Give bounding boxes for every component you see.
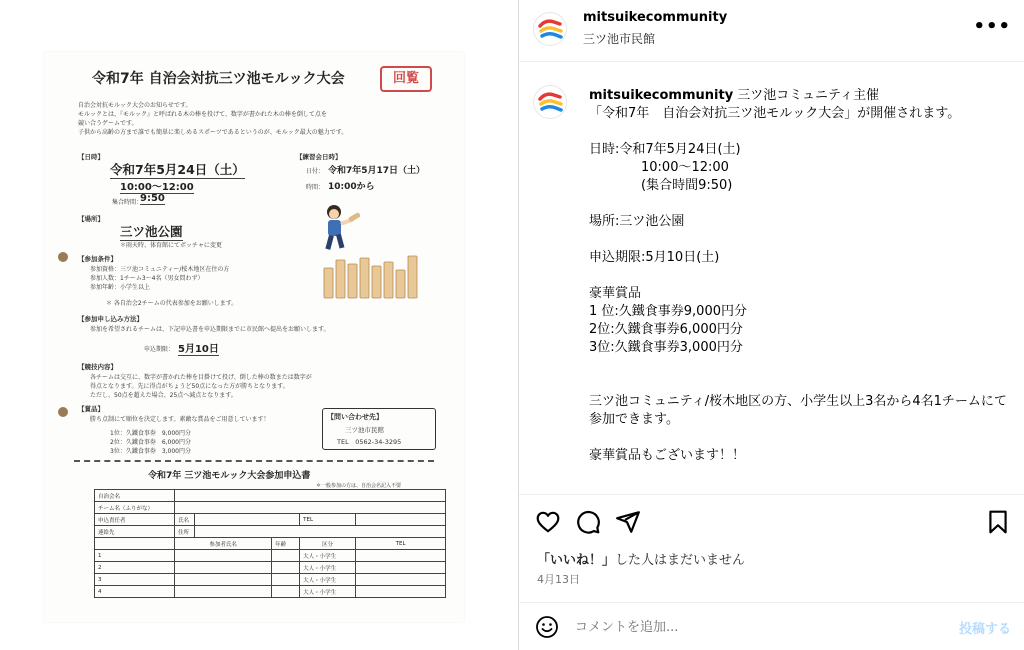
contact-title: 【問い合わせ先】 — [327, 413, 383, 421]
punch-hole — [58, 407, 68, 417]
rules-label: 【競技内容】 — [78, 363, 117, 371]
prize-text: 勝ち点制にて順位を決定します。素敵な賞品をご用意しています！ — [90, 416, 270, 423]
form-row — [95, 490, 446, 502]
form-participant-row: 4 大人・小学生 — [95, 586, 446, 598]
caption-area — [519, 63, 1024, 493]
circulation-stamp: 回覧 — [380, 66, 432, 92]
deadline-value: 5月10日 — [178, 340, 219, 356]
rules-line: 得点となります。先に得点がちょうど50点になった方が勝ちとなります。 — [90, 383, 289, 390]
prize-label: 【賞品】 — [78, 405, 104, 413]
molkky-pins-illustration — [320, 254, 426, 300]
event-date: 令和7年5月24日（土） — [110, 162, 245, 177]
date-label: 【日時】 — [78, 153, 104, 161]
prize-line: 2位：久鐵食事券 6,000円分 — [110, 439, 191, 446]
caption-line: 1 位:久鐵食事券9,000円分 — [589, 304, 747, 319]
caption-line: 10:00～12:00 — [589, 160, 729, 175]
caption-line: 「令和7年 自治会対抗三ツ池モルック大会」が開催されます。 — [589, 106, 961, 121]
form-col-category: 区分 — [300, 538, 356, 550]
gather-time: 9:50 — [140, 193, 165, 204]
bookmark-icon[interactable] — [985, 509, 1011, 535]
condition-line: 参加資格：三ツ池コミュニティー/桜木地区在住の方 — [90, 266, 230, 273]
caption-line — [589, 195, 1017, 213]
condition-note: ＊ 各自治会2チームの代表参加をお願いします。 — [106, 300, 238, 307]
flyer-intro-line: 自治会対抗モルック大会のお知らせです。 — [78, 102, 192, 109]
cut-line — [74, 460, 434, 462]
punch-hole — [58, 252, 68, 262]
caption-line: (集合時間9:50) — [589, 178, 733, 193]
practice-label: 【練習会日時】 — [296, 153, 342, 161]
form-note: ＊一般参加の方は、自治会名記入不要 — [316, 483, 402, 489]
caption-line: 日時:令和7年5月24日(土) — [589, 142, 741, 157]
caption-line: mitsuikecommunity 三ツ池コミュニティ主催 — [589, 88, 880, 103]
form-col-age: 年齢 — [272, 538, 300, 550]
form-row-label: 自治会名 — [95, 490, 175, 502]
caption-line — [589, 123, 1017, 141]
form-tel-label: TEL — [300, 514, 356, 526]
form-row — [95, 526, 446, 538]
flyer-intro-line: 競い合うゲームです。 — [78, 120, 138, 127]
place-label: 【場所】 — [78, 215, 104, 223]
form-row — [95, 502, 446, 514]
form-address-label: 住所 — [175, 526, 195, 538]
event-time: 10:00～12:00 — [120, 178, 194, 194]
practice-time-label: 時間： — [306, 184, 325, 191]
practice-time: 10:00から — [328, 182, 375, 192]
caption-line — [589, 375, 1017, 393]
prize-line: 3位：久鐵食事券 3,000円分 — [110, 448, 191, 455]
conditions-label: 【参加条件】 — [78, 255, 117, 263]
header-location[interactable]: 三ツ池市民館 — [583, 32, 656, 46]
caption-line: 豪華賞品もございます！！ — [589, 448, 746, 463]
post-comment-button[interactable]: 投稿する — [958, 622, 1011, 637]
practice-date: 令和7年5月17日（土） — [328, 166, 426, 176]
form-col-tel: TEL — [356, 538, 446, 550]
contact-tel: TEL 0562-34-3295 — [337, 438, 402, 446]
form-title: 令和7年 三ツ池モルック大会参加申込書 — [148, 471, 311, 481]
caption-username[interactable]: mitsuikecommunity — [589, 88, 734, 103]
prize-line: 1位：久鐵食事券 9,000円分 — [110, 430, 191, 437]
rules-line: ただし、50点を超えた場合、25点へ減点となります。 — [90, 392, 237, 399]
community-logo-icon — [534, 13, 567, 46]
contact-box — [322, 408, 436, 450]
flyer-intro-line: 子供から高齢の方まで誰でも簡単に楽しめるスポーツであるというのが、モルック最大の魅力です。 — [78, 129, 348, 136]
share-icon[interactable] — [615, 509, 641, 535]
caption-scroll-fade — [519, 467, 1024, 493]
caption-line: 場所:三ツ池公園 — [589, 214, 685, 229]
apply-label: 【参加申し込み方法】 — [78, 315, 143, 323]
post-details-pane — [518, 0, 1024, 650]
caption-line: 豪華賞品 — [589, 286, 642, 301]
more-options-icon[interactable]: ••• — [973, 16, 1011, 37]
caption-line: 3位:久鐵食事券3,000円分 — [589, 340, 743, 355]
comment-icon[interactable] — [575, 509, 601, 535]
caption-line — [589, 357, 1017, 375]
thrower-illustration — [314, 202, 364, 252]
form-participant-row: 3 大人・小学生 — [95, 574, 446, 586]
flyer-document — [44, 52, 464, 622]
flyer-intro-line: モルックとは、『モルック』と呼ばれる木の棒を投げて、数字が書かれた木の棒を倒して点を — [78, 111, 327, 118]
form-col-name: 参加者氏名 — [175, 538, 272, 550]
header-username[interactable]: mitsuikecommunity — [583, 10, 728, 25]
caption-line: 申込期限:5月10日(土) — [589, 250, 720, 265]
avatar[interactable] — [533, 12, 567, 46]
form-header-row — [95, 538, 446, 550]
community-logo-icon — [534, 86, 567, 119]
application-form — [94, 489, 446, 598]
contact-name: 三ツ池市民館 — [345, 426, 384, 434]
caption-line — [589, 267, 1017, 285]
form-row-label: チーム名（ふりがな） — [95, 502, 175, 514]
caption-line — [589, 429, 1017, 447]
deadline-label: 申込期限： — [144, 346, 175, 353]
form-participant-row: 1 大人・小学生 — [95, 550, 446, 562]
post-actions — [519, 494, 1024, 604]
comment-bar — [519, 602, 1024, 650]
form-row-label: 連絡先 — [95, 526, 175, 538]
caption-line — [589, 231, 1017, 249]
likes-prefix[interactable]: 「いいね！」 — [537, 553, 616, 568]
condition-line: 参加人数：1チーム3～4名（男女問わず） — [90, 275, 204, 282]
rain-note: ＊雨天時、体育館にてボッチャに変更 — [120, 242, 222, 249]
form-name-label: 氏名 — [175, 514, 195, 526]
emoji-icon[interactable] — [535, 615, 559, 639]
event-place: 三ツ池公園 — [120, 224, 183, 239]
practice-date-label: 日付： — [306, 168, 325, 175]
flyer-title: 令和7年 自治会対抗三ツ池モルック大会 — [92, 71, 345, 87]
apply-text: 参加を希望されるチームは、下記申込書を申込期限までに市民館へ提出をお願いします。 — [90, 326, 330, 333]
caption-text — [589, 87, 1017, 465]
post-date[interactable]: 4月13日 — [537, 573, 580, 586]
condition-line: 参加年齢：小学生以上 — [90, 284, 151, 291]
caption-line: 2位:久鐵食事券6,000円分 — [589, 322, 743, 337]
form-participant-row: 2 大人・小学生 — [95, 562, 446, 574]
heart-icon[interactable] — [535, 509, 561, 535]
comment-input[interactable] — [575, 613, 935, 641]
rules-line: 各チームは交互に、数字が書かれた棒を目掛けて投げ、倒した棒の数または数字が — [90, 374, 312, 381]
avatar[interactable] — [533, 85, 567, 119]
gather-label: 集合時間： — [112, 199, 143, 206]
post-header — [519, 0, 1024, 62]
likes-suffix: した人はまだいません — [615, 553, 746, 568]
likes-summary — [537, 549, 745, 568]
caption-line: 三ツ池コミュニティ/桜木地区の方、小学生以上3名から4名1チームにて参加できます。 — [589, 394, 1007, 427]
form-row-label: 申込責任者 — [95, 514, 175, 526]
form-row — [95, 514, 446, 526]
